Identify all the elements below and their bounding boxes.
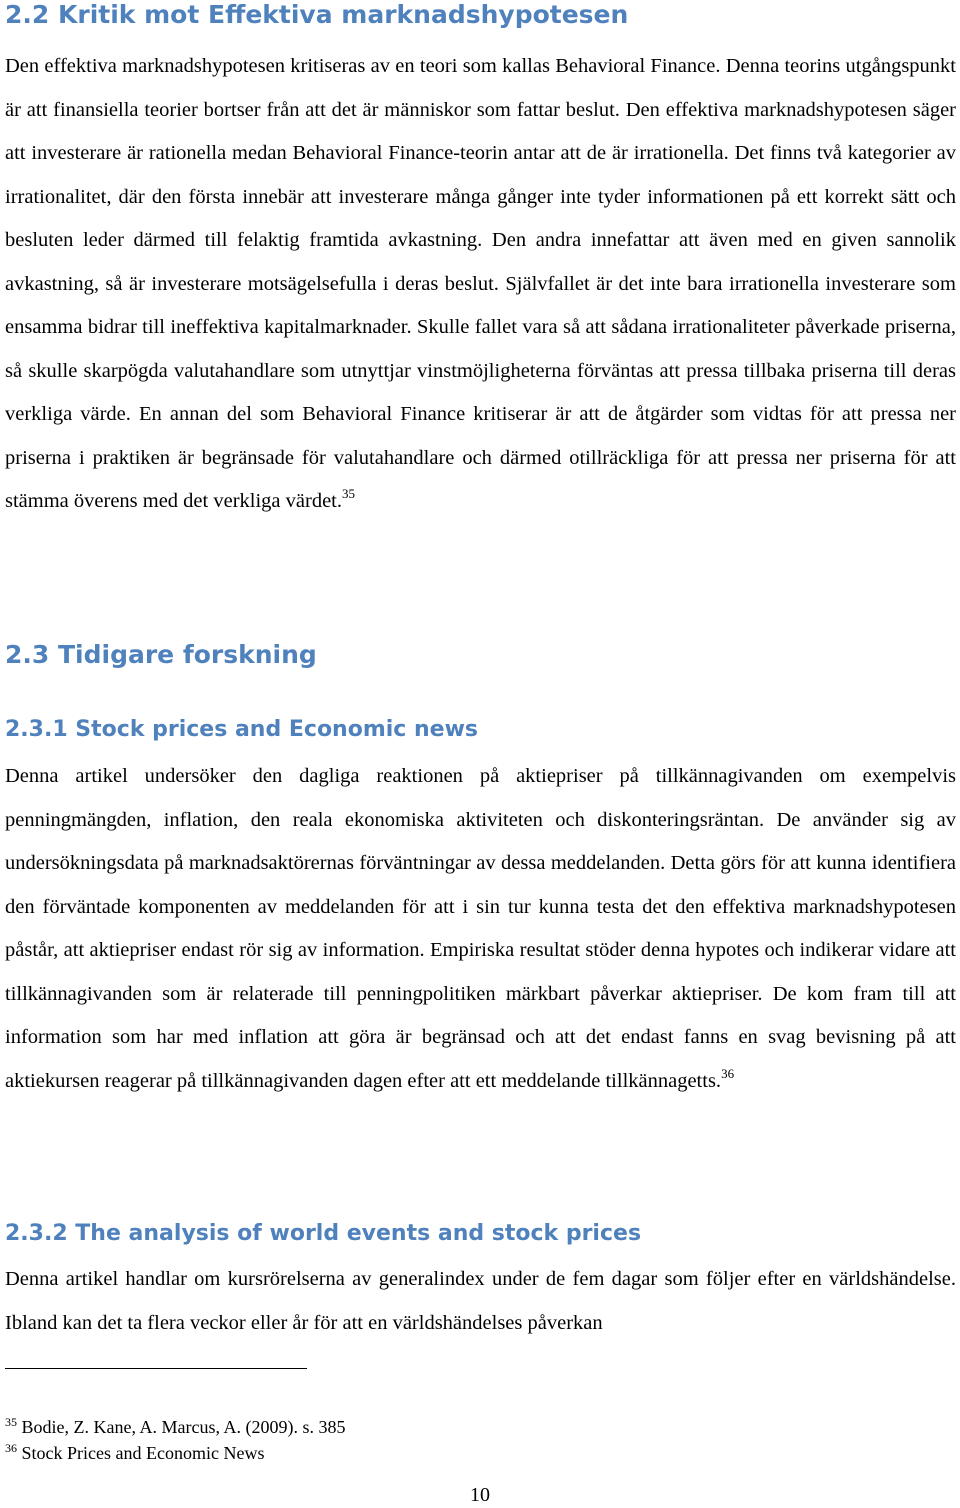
section-heading-2-2: 2.2 Kritik mot Effektiva marknadshypotesen — [5, 0, 629, 29]
footnote-separator — [5, 1368, 307, 1369]
footnotes — [5, 1414, 345, 1466]
footnote-35 — [5, 1414, 345, 1440]
section-heading-2-3-2: 2.3.2 The analysis of world events and stock prices — [5, 1221, 642, 1246]
paragraph-text: Denna artikel undersöker den dagliga reaktionen på aktiepriser på tillkännagivanden om exempelvis penningmängden, inflation, den reala ekonomiska aktiviteten och diskonteringsräntan. De använder sig av undersökningsdata på marknadsaktörernas förväntningar av dessa meddelanden. Detta görs för att kunna identifiera den förväntade komponenten av meddelanden för att i sin tur kunna testa det den effektiva marknadshypotesen påstår, att aktiepriser endast rör sig av information. Empiriska resultat stöder denna hypotes och indikerar vidare att tillkännagivanden som är relaterade till penningpolitiken märkbart påverkar aktiepriser. De kom fram till att information som har med inflation att göra är begränsad och att det endast fanns en svag bevisning på att aktiekursen reagerar på tillkännagivanden dagen efter att ett meddelande tillkännagetts. — [5, 765, 956, 1092]
footnote-number: 36 — [5, 1441, 17, 1455]
section-paragraph-2-3-2: Denna artikel handlar om kursrörelserna av generalindex under de fem dagar som följer efter en världshändelse. Ibland kan det ta flera veckor eller år för att en världshändelses påverkan — [5, 1268, 956, 1334]
section-heading-2-3-1: 2.3.1 Stock prices and Economic news — [5, 717, 478, 742]
paragraph-text: Den effektiva marknadshypotesen kritiseras av en teori som kallas Behavioral Finance. Denna teorins utgångspunkt är att finansiella teorier bortser från att det är människor som fattar beslut. Den effektiva marknadshypotesen säger att investerare är rationella medan Behavioral Finance-teorin antar att de är irrationella. Det finns två kategorier av irrationalitet, där den första innebär att investerare många gånger inte tyder informationen på ett korrekt sätt och besluten leder därmed till felaktig framtida avkastning. Den andra innefattar att även med en given sannolik avkastning, så är investerare motsägelsefulla i deras beslut. Självfallet är det inte bara irrationella investerare som ensamma bidrar till ineffektiva kapitalmarknader. Skulle fallet vara så att sådana irrationaliteter påverkade priserna, så skulle skarpögda valutahandlare som utnyttjar vinstmöjligheterna förväntas att pressa tillbaka priserna till deras verkliga värde. En annan del som Behavioral Finance kritiserar är att de åtgärder som vidtas för att pressa ner priserna i praktiken är begränsade för valutahandlare och därmed otillräckliga för att pressa ner priserna för att stämma överens med det verkliga värdet. — [5, 55, 956, 512]
footnote-text: Stock Prices and Economic News — [21, 1443, 265, 1463]
footnote-ref-36[interactable]: 36 — [721, 1065, 735, 1081]
footnote-text: Bodie, Z. Kane, A. Marcus, A. (2009). s. 385 — [21, 1417, 346, 1437]
section-heading-2-3: 2.3 Tidigare forskning — [5, 640, 317, 669]
footnote-number: 35 — [5, 1415, 17, 1429]
page-number: 10 — [470, 1484, 490, 1506]
footnote-36 — [5, 1440, 345, 1466]
section-paragraph-2-3-1 — [5, 755, 956, 1103]
footnote-ref-35[interactable]: 35 — [342, 486, 355, 501]
section-paragraph-2-2 — [5, 45, 956, 524]
